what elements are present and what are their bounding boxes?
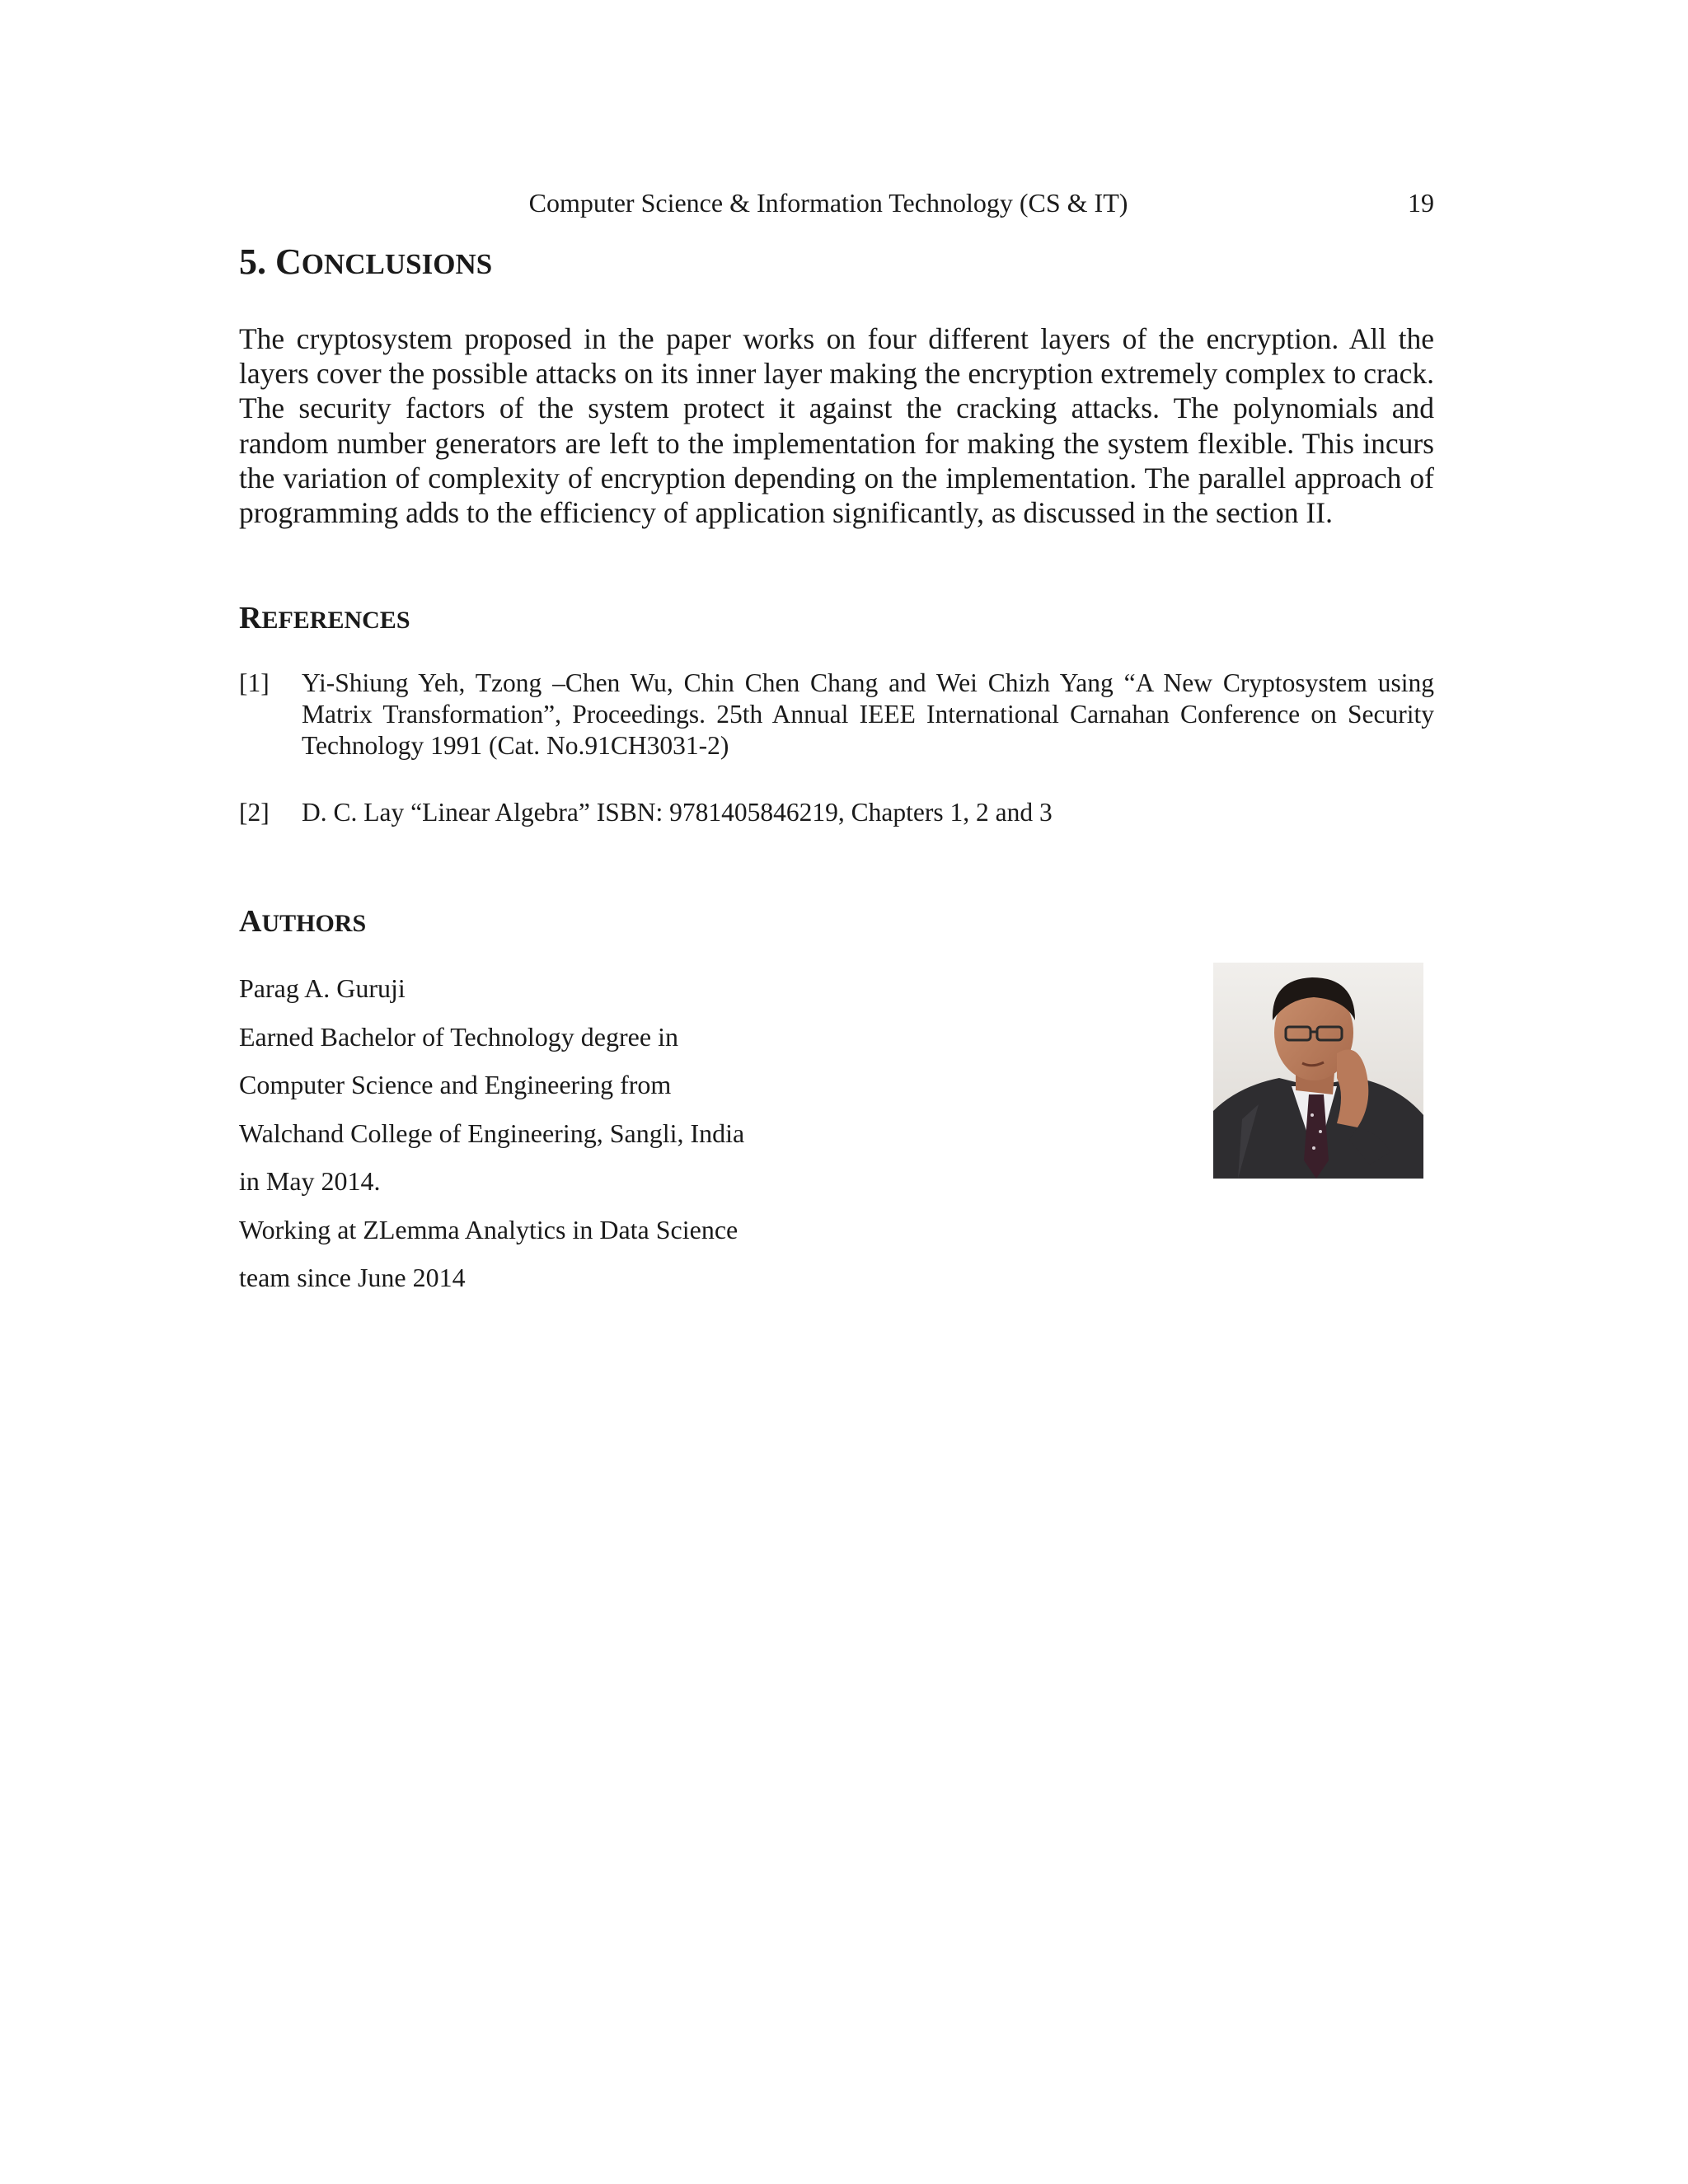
heading-initial: C [275,241,302,282]
author-bio-line: Walchand College of Engineering, Sangli, India [239,1118,745,1148]
heading-rest: UTHORS [261,910,367,937]
reference-number: [1] [239,668,270,697]
author-bio-line: Working at ZLemma Analytics in Data Science [239,1214,738,1244]
reference-text: Yi-Shiung Yeh, Tzong –Chen Wu, Chin Chen Chang and Wei Chizh Yang “A New Cryptosystem using Matrix Transformation”, Proceedings. 25th Annual IEEE International Carnahan Conference on Security Technology 1991 (Cat. No.91CH3031-2) [302,668,1434,760]
author-bio-line: in May 2014. [239,1166,381,1196]
author-bio-line: Computer Science and Engineering from [239,1070,672,1099]
conclusions-paragraph: The cryptosystem proposed in the paper works on four different layers of the encryption. All the layers cover the possible attacks on its inner layer making the encryption extremely complex to crack. The security factors of the system protect it against the cracking attacks. The polynomials and random number generators are left to the implementation for making the system flexible. This incurs the variation of complexity of encryption depending on the implementation. The parallel approach of programming adds to the efficiency of application significantly, as discussed in the section II. [239,322,1434,530]
author-bio-line: Earned Bachelor of Technology degree in [239,1021,678,1052]
heading-initial: R [239,601,262,635]
heading-rest: EFERENCES [261,607,410,634]
authors-heading [239,898,366,947]
references-heading [239,595,410,644]
journal-title: Computer Science & Information Technology (CS & IT) [528,188,1128,218]
section-number: 5. [239,241,266,282]
reference-text: D. C. Lay “Linear Algebra” ISBN: 9781405846219, Chapters 1, 2 and 3 [302,798,1053,827]
author-name: Parag A. Guruji [239,973,406,1003]
reference-number: [2] [239,798,270,827]
reference-item [239,797,1434,828]
reference-item [239,668,1434,762]
author-bio [239,968,981,1306]
heading-rest: ONCLUSIONS [301,248,493,280]
page-number: 19 [1408,188,1434,218]
author-photo [1213,963,1423,1179]
conclusions-heading [239,239,492,288]
author-portrait-icon [1213,963,1423,1179]
author-bio-line: team since June 2014 [239,1263,466,1292]
heading-initial: A [239,904,262,939]
running-header [239,183,1434,223]
